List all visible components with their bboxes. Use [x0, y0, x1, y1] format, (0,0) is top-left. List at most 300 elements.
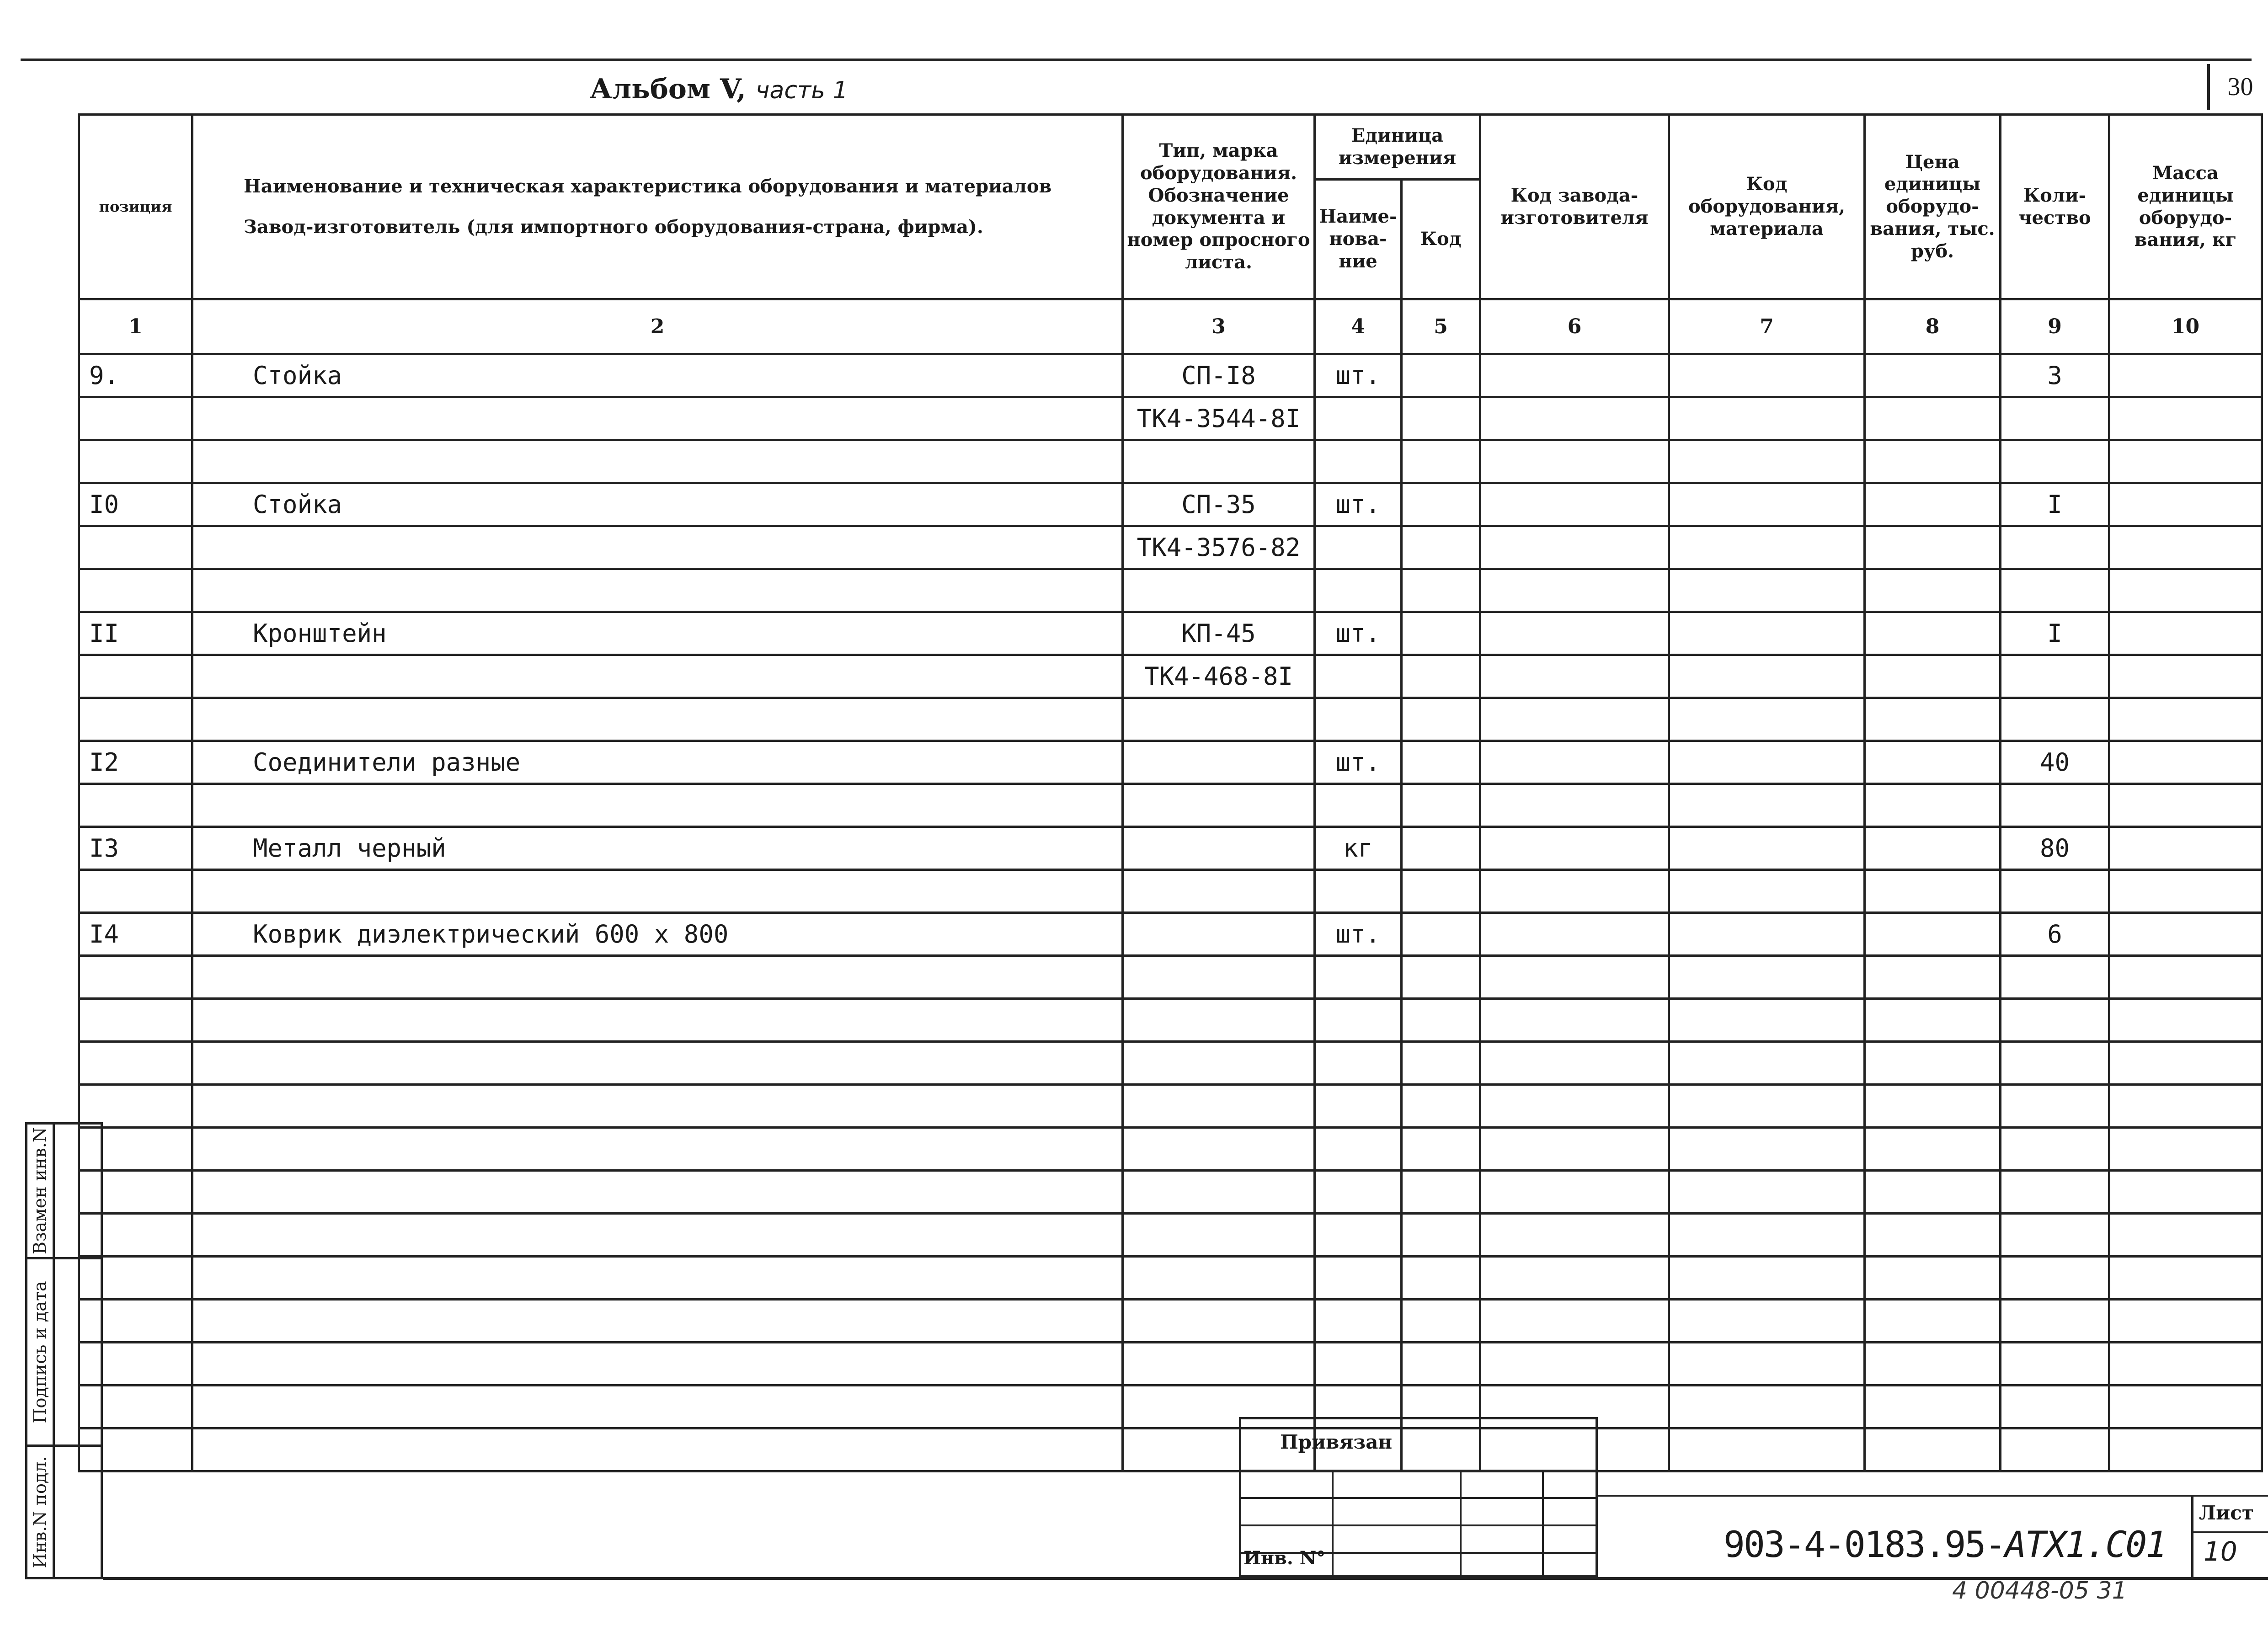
unit-cell	[1315, 1214, 1402, 1257]
price-cell	[1865, 999, 2001, 1042]
handwritten-number: 4 00448-05 31	[1952, 1577, 2127, 1604]
specification-table	[78, 113, 2263, 1472]
unit-cell	[1315, 999, 1402, 1042]
name-cell	[192, 870, 1123, 913]
factory-code-cell	[1480, 526, 1669, 569]
quantity-cell	[2001, 1343, 2109, 1386]
unit-code-cell	[1402, 1214, 1480, 1257]
quantity-cell	[2001, 1386, 2109, 1428]
side-stamp-replaced-inv-label: Взамен инв.N	[30, 1127, 50, 1255]
unit-code-cell	[1402, 999, 1480, 1042]
position-cell: 9.	[79, 354, 192, 397]
unit-cell	[1315, 569, 1402, 612]
type-cell	[1123, 999, 1315, 1042]
equipment-code-cell	[1669, 1428, 1865, 1471]
document-code-suffix: АТХ1.С01	[2005, 1524, 2166, 1566]
name-cell	[192, 1214, 1123, 1257]
quantity-cell	[2001, 655, 2109, 698]
equipment-code-cell	[1669, 870, 1865, 913]
price-cell	[1865, 1085, 2001, 1128]
unit-code-cell	[1402, 913, 1480, 956]
price-cell	[1865, 784, 2001, 827]
table-row	[79, 1085, 2262, 1128]
position-cell: I3	[79, 827, 192, 870]
equipment-code-cell	[1669, 1042, 1865, 1085]
price-cell	[1865, 1214, 2001, 1257]
position-cell	[79, 956, 192, 999]
factory-code-cell	[1480, 483, 1669, 526]
column-number: 3	[1123, 299, 1315, 354]
factory-code-cell	[1480, 1171, 1669, 1214]
quantity-cell	[2001, 440, 2109, 483]
price-cell	[1865, 397, 2001, 440]
position-cell	[79, 698, 192, 741]
mass-cell	[2109, 1386, 2262, 1428]
price-cell	[1865, 1300, 2001, 1343]
price-cell	[1865, 870, 2001, 913]
side-stamp-inv-original	[25, 1444, 103, 1579]
name-cell	[192, 526, 1123, 569]
quantity-cell	[2001, 526, 2109, 569]
mass-cell	[2109, 397, 2262, 440]
price-cell	[1865, 1042, 2001, 1085]
unit-code-cell	[1402, 1171, 1480, 1214]
type-cell: ТК4-3544-8I	[1123, 397, 1315, 440]
quantity-cell: I	[2001, 612, 2109, 655]
name-cell: Коврик диэлектрический 600 x 800	[192, 913, 1123, 956]
column-number: 1	[79, 299, 192, 354]
type-cell	[1123, 1042, 1315, 1085]
unit-cell	[1315, 1343, 1402, 1386]
price-cell	[1865, 913, 2001, 956]
unit-cell	[1315, 870, 1402, 913]
factory-code-cell	[1480, 1300, 1669, 1343]
name-cell	[192, 1428, 1123, 1471]
unit-cell	[1315, 1042, 1402, 1085]
type-cell	[1123, 1343, 1315, 1386]
factory-code-cell	[1480, 741, 1669, 784]
col-unit-header: Единица измерения	[1315, 115, 1480, 180]
type-cell: ТК4-3576-82	[1123, 526, 1315, 569]
price-cell	[1865, 698, 2001, 741]
equipment-code-cell	[1669, 1128, 1865, 1171]
table-row	[79, 1128, 2262, 1171]
name-cell	[192, 956, 1123, 999]
equipment-code-cell	[1669, 956, 1865, 999]
document-code-prefix: 903-4-0183.95-	[1724, 1524, 2005, 1566]
name-cell	[192, 1128, 1123, 1171]
factory-code-cell	[1480, 569, 1669, 612]
mass-cell	[2109, 569, 2262, 612]
price-cell	[1865, 741, 2001, 784]
position-cell	[79, 526, 192, 569]
column-number: 2	[192, 299, 1123, 354]
mass-cell	[2109, 1343, 2262, 1386]
quantity-cell	[2001, 1085, 2109, 1128]
col-name-header-line1: Наименование и техническая характеристика оборудования и материалов	[244, 175, 1052, 197]
unit-code-cell	[1402, 1128, 1480, 1171]
price-cell	[1865, 655, 2001, 698]
equipment-code-cell	[1669, 483, 1865, 526]
col-price-header: Цена единицы оборудо-вания, тыс. руб.	[1865, 115, 2001, 299]
column-number: 6	[1480, 299, 1669, 354]
table-body	[79, 354, 2262, 1471]
side-stamp-replaced-inv	[25, 1122, 103, 1259]
unit-code-cell	[1402, 569, 1480, 612]
mass-cell	[2109, 483, 2262, 526]
type-cell	[1123, 1257, 1315, 1300]
sheet-label: Лист	[2199, 1502, 2254, 1524]
column-number: 8	[1865, 299, 2001, 354]
position-cell	[79, 655, 192, 698]
equipment-code-cell	[1669, 1214, 1865, 1257]
equipment-code-cell	[1669, 1386, 1865, 1428]
table-row	[79, 1257, 2262, 1300]
equipment-code-cell	[1669, 569, 1865, 612]
unit-cell	[1315, 526, 1402, 569]
table-row	[79, 1386, 2262, 1428]
factory-code-cell	[1480, 1085, 1669, 1128]
col-quantity-header: Коли-чество	[2001, 115, 2109, 299]
unit-cell	[1315, 956, 1402, 999]
col-name-header-line2: Завод-изготовитель (для импортного оборудования-страна, фирма).	[244, 216, 983, 238]
col-unit-code-header: Код	[1402, 180, 1480, 299]
quantity-cell: 6	[2001, 913, 2109, 956]
mass-cell	[2109, 1085, 2262, 1128]
factory-code-cell	[1480, 698, 1669, 741]
quantity-cell: 40	[2001, 741, 2109, 784]
name-cell	[192, 999, 1123, 1042]
quantity-cell	[2001, 870, 2109, 913]
quantity-cell	[2001, 1128, 2109, 1171]
mass-cell	[2109, 1428, 2262, 1471]
column-number: 5	[1402, 299, 1480, 354]
factory-code-cell	[1480, 913, 1669, 956]
type-cell	[1123, 1171, 1315, 1214]
equipment-code-cell	[1669, 698, 1865, 741]
position-cell	[79, 569, 192, 612]
price-cell	[1865, 569, 2001, 612]
equipment-code-cell	[1669, 1343, 1865, 1386]
name-cell: Соединители разные	[192, 741, 1123, 784]
unit-cell: шт.	[1315, 913, 1402, 956]
price-cell	[1865, 1386, 2001, 1428]
equipment-code-cell	[1669, 440, 1865, 483]
price-cell	[1865, 483, 2001, 526]
table-row	[79, 956, 2262, 999]
quantity-cell	[2001, 569, 2109, 612]
equipment-code-cell	[1669, 354, 1865, 397]
factory-code-cell	[1480, 784, 1669, 827]
factory-code-cell	[1480, 354, 1669, 397]
quantity-cell	[2001, 1214, 2109, 1257]
unit-code-cell	[1402, 397, 1480, 440]
name-cell	[192, 1171, 1123, 1214]
unit-code-cell	[1402, 956, 1480, 999]
mass-cell	[2109, 784, 2262, 827]
table-row	[79, 1343, 2262, 1386]
unit-code-cell	[1402, 698, 1480, 741]
col-name-header	[192, 115, 1123, 299]
table-row	[79, 1171, 2262, 1214]
factory-code-cell	[1480, 870, 1669, 913]
bottom-border-line	[103, 1577, 2268, 1580]
price-cell	[1865, 956, 2001, 999]
position-cell: I2	[79, 741, 192, 784]
unit-cell	[1315, 1128, 1402, 1171]
album-title	[590, 73, 848, 105]
mass-cell	[2109, 913, 2262, 956]
table-row	[79, 1042, 2262, 1085]
name-cell	[192, 1257, 1123, 1300]
mass-cell	[2109, 612, 2262, 655]
position-cell	[79, 440, 192, 483]
table-row	[79, 1300, 2262, 1343]
equipment-code-cell	[1669, 913, 1865, 956]
top-border-line	[21, 59, 2252, 61]
quantity-cell	[2001, 698, 2109, 741]
quantity-cell	[2001, 1428, 2109, 1471]
type-cell	[1123, 870, 1315, 913]
unit-cell: шт.	[1315, 741, 1402, 784]
equipment-code-cell	[1669, 655, 1865, 698]
factory-code-cell	[1480, 1214, 1669, 1257]
position-cell	[79, 999, 192, 1042]
table-row	[79, 870, 2262, 913]
mass-cell	[2109, 827, 2262, 870]
privyazan-label: Привязан	[1280, 1431, 1393, 1453]
unit-code-cell	[1402, 1343, 1480, 1386]
type-cell	[1123, 1085, 1315, 1128]
side-stamp-sign-date-label: Подпись и дата	[30, 1280, 50, 1423]
name-cell	[192, 440, 1123, 483]
mass-cell	[2109, 526, 2262, 569]
table-row	[79, 698, 2262, 741]
equipment-code-cell	[1669, 526, 1865, 569]
position-cell: II	[79, 612, 192, 655]
equipment-code-cell	[1669, 1300, 1865, 1343]
factory-code-cell	[1480, 956, 1669, 999]
unit-code-cell	[1402, 1042, 1480, 1085]
type-cell: СП-I8	[1123, 354, 1315, 397]
table-row	[79, 526, 2262, 569]
mass-cell	[2109, 1128, 2262, 1171]
unit-cell	[1315, 1085, 1402, 1128]
name-cell	[192, 698, 1123, 741]
price-cell	[1865, 440, 2001, 483]
name-cell	[192, 1343, 1123, 1386]
quantity-cell	[2001, 956, 2109, 999]
unit-code-cell	[1402, 354, 1480, 397]
unit-code-cell	[1402, 655, 1480, 698]
name-cell	[192, 569, 1123, 612]
column-number: 9	[2001, 299, 2109, 354]
factory-code-cell	[1480, 1128, 1669, 1171]
unit-code-cell	[1402, 784, 1480, 827]
mass-cell	[2109, 999, 2262, 1042]
position-cell	[79, 1085, 192, 1128]
unit-cell: шт.	[1315, 483, 1402, 526]
factory-code-cell	[1480, 1042, 1669, 1085]
table-row	[79, 354, 2262, 397]
name-cell	[192, 1300, 1123, 1343]
unit-code-cell	[1402, 612, 1480, 655]
name-cell: Стойка	[192, 483, 1123, 526]
sheet-number: 10	[2204, 1536, 2237, 1567]
type-cell	[1123, 698, 1315, 741]
position-cell: I0	[79, 483, 192, 526]
col-unit-name-header: Наиме-нова-ние	[1315, 180, 1402, 299]
table-row	[79, 827, 2262, 870]
quantity-cell: 80	[2001, 827, 2109, 870]
price-cell	[1865, 1128, 2001, 1171]
type-cell	[1123, 827, 1315, 870]
quantity-cell	[2001, 1300, 2109, 1343]
quantity-cell: 3	[2001, 354, 2109, 397]
mass-cell	[2109, 1171, 2262, 1214]
equipment-code-cell	[1669, 1171, 1865, 1214]
type-cell	[1123, 569, 1315, 612]
factory-code-cell	[1480, 1257, 1669, 1300]
price-cell	[1865, 1171, 2001, 1214]
quantity-cell: I	[2001, 483, 2109, 526]
price-cell	[1865, 526, 2001, 569]
mass-cell	[2109, 655, 2262, 698]
type-cell	[1123, 1300, 1315, 1343]
price-cell	[1865, 612, 2001, 655]
table-row	[79, 612, 2262, 655]
price-cell	[1865, 1428, 2001, 1471]
album-label: Альбом V,	[590, 73, 746, 105]
mass-cell	[2109, 1214, 2262, 1257]
unit-code-cell	[1402, 440, 1480, 483]
unit-code-cell	[1402, 1257, 1480, 1300]
column-number: 10	[2109, 299, 2262, 354]
name-cell	[192, 1085, 1123, 1128]
type-cell	[1123, 784, 1315, 827]
name-cell	[192, 655, 1123, 698]
name-cell	[192, 397, 1123, 440]
equipment-code-cell	[1669, 612, 1865, 655]
col-mass-header: Масса единицы оборудо-вания, кг	[2109, 115, 2262, 299]
equipment-code-cell	[1669, 999, 1865, 1042]
side-stamp-inv-original-label: Инв.N подл.	[30, 1455, 50, 1568]
price-cell	[1865, 1343, 2001, 1386]
unit-cell: кг	[1315, 827, 1402, 870]
unit-code-cell	[1402, 483, 1480, 526]
unit-cell	[1315, 1300, 1402, 1343]
unit-cell	[1315, 1257, 1402, 1300]
name-cell	[192, 1042, 1123, 1085]
equipment-code-cell	[1669, 827, 1865, 870]
mass-cell	[2109, 741, 2262, 784]
position-cell	[79, 397, 192, 440]
mass-cell	[2109, 440, 2262, 483]
unit-cell	[1315, 698, 1402, 741]
table-row	[79, 784, 2262, 827]
name-cell: Кронштейн	[192, 612, 1123, 655]
col-equipment-code-header: Код оборудования, материала	[1669, 115, 1865, 299]
table-row	[79, 440, 2262, 483]
table-row	[79, 655, 2262, 698]
name-cell	[192, 1386, 1123, 1428]
factory-code-cell	[1480, 612, 1669, 655]
quantity-cell	[2001, 999, 2109, 1042]
equipment-code-cell	[1669, 1085, 1865, 1128]
price-cell	[1865, 827, 2001, 870]
name-cell: Стойка	[192, 354, 1123, 397]
position-cell: I4	[79, 913, 192, 956]
equipment-code-cell	[1669, 1257, 1865, 1300]
table-row	[79, 999, 2262, 1042]
unit-cell	[1315, 655, 1402, 698]
type-cell	[1123, 956, 1315, 999]
unit-code-cell	[1402, 1300, 1480, 1343]
quantity-cell	[2001, 1042, 2109, 1085]
factory-code-cell	[1480, 999, 1669, 1042]
table-row	[79, 913, 2262, 956]
col-type-header: Тип, марка оборудования. Обозначение документа и номер опросного листа.	[1123, 115, 1315, 299]
type-cell	[1123, 1128, 1315, 1171]
name-cell	[192, 784, 1123, 827]
type-cell: СП-35	[1123, 483, 1315, 526]
column-number: 4	[1315, 299, 1402, 354]
type-cell: КП-45	[1123, 612, 1315, 655]
mass-cell	[2109, 1042, 2262, 1085]
quantity-cell	[2001, 1171, 2109, 1214]
col-factory-code-header: Код завода-изготовителя	[1480, 115, 1669, 299]
quantity-cell	[2001, 1257, 2109, 1300]
type-cell	[1123, 1214, 1315, 1257]
quantity-cell	[2001, 397, 2109, 440]
factory-code-cell	[1480, 397, 1669, 440]
unit-code-cell	[1402, 870, 1480, 913]
position-cell	[79, 870, 192, 913]
mass-cell	[2109, 698, 2262, 741]
factory-code-cell	[1480, 655, 1669, 698]
unit-cell: шт.	[1315, 612, 1402, 655]
unit-cell	[1315, 1171, 1402, 1214]
inv-number-label: Инв. N°	[1243, 1547, 1326, 1569]
unit-cell	[1315, 784, 1402, 827]
table-row	[79, 483, 2262, 526]
factory-code-cell	[1480, 827, 1669, 870]
position-cell	[79, 1042, 192, 1085]
unit-cell: шт.	[1315, 354, 1402, 397]
type-cell	[1123, 741, 1315, 784]
mass-cell	[2109, 870, 2262, 913]
quantity-cell	[2001, 784, 2109, 827]
document-code	[1724, 1524, 2166, 1566]
album-part: часть 1	[755, 77, 848, 104]
mass-cell	[2109, 354, 2262, 397]
unit-code-cell	[1402, 1085, 1480, 1128]
equipment-code-cell	[1669, 741, 1865, 784]
equipment-code-cell	[1669, 784, 1865, 827]
table-row	[79, 397, 2262, 440]
table-row	[79, 741, 2262, 784]
unit-code-cell	[1402, 526, 1480, 569]
type-cell	[1123, 440, 1315, 483]
unit-cell	[1315, 397, 1402, 440]
unit-code-cell	[1402, 827, 1480, 870]
equipment-code-cell	[1669, 397, 1865, 440]
page-number: 30	[2207, 64, 2268, 110]
unit-cell	[1315, 440, 1402, 483]
column-number: 7	[1669, 299, 1865, 354]
type-cell	[1123, 913, 1315, 956]
price-cell	[1865, 354, 2001, 397]
